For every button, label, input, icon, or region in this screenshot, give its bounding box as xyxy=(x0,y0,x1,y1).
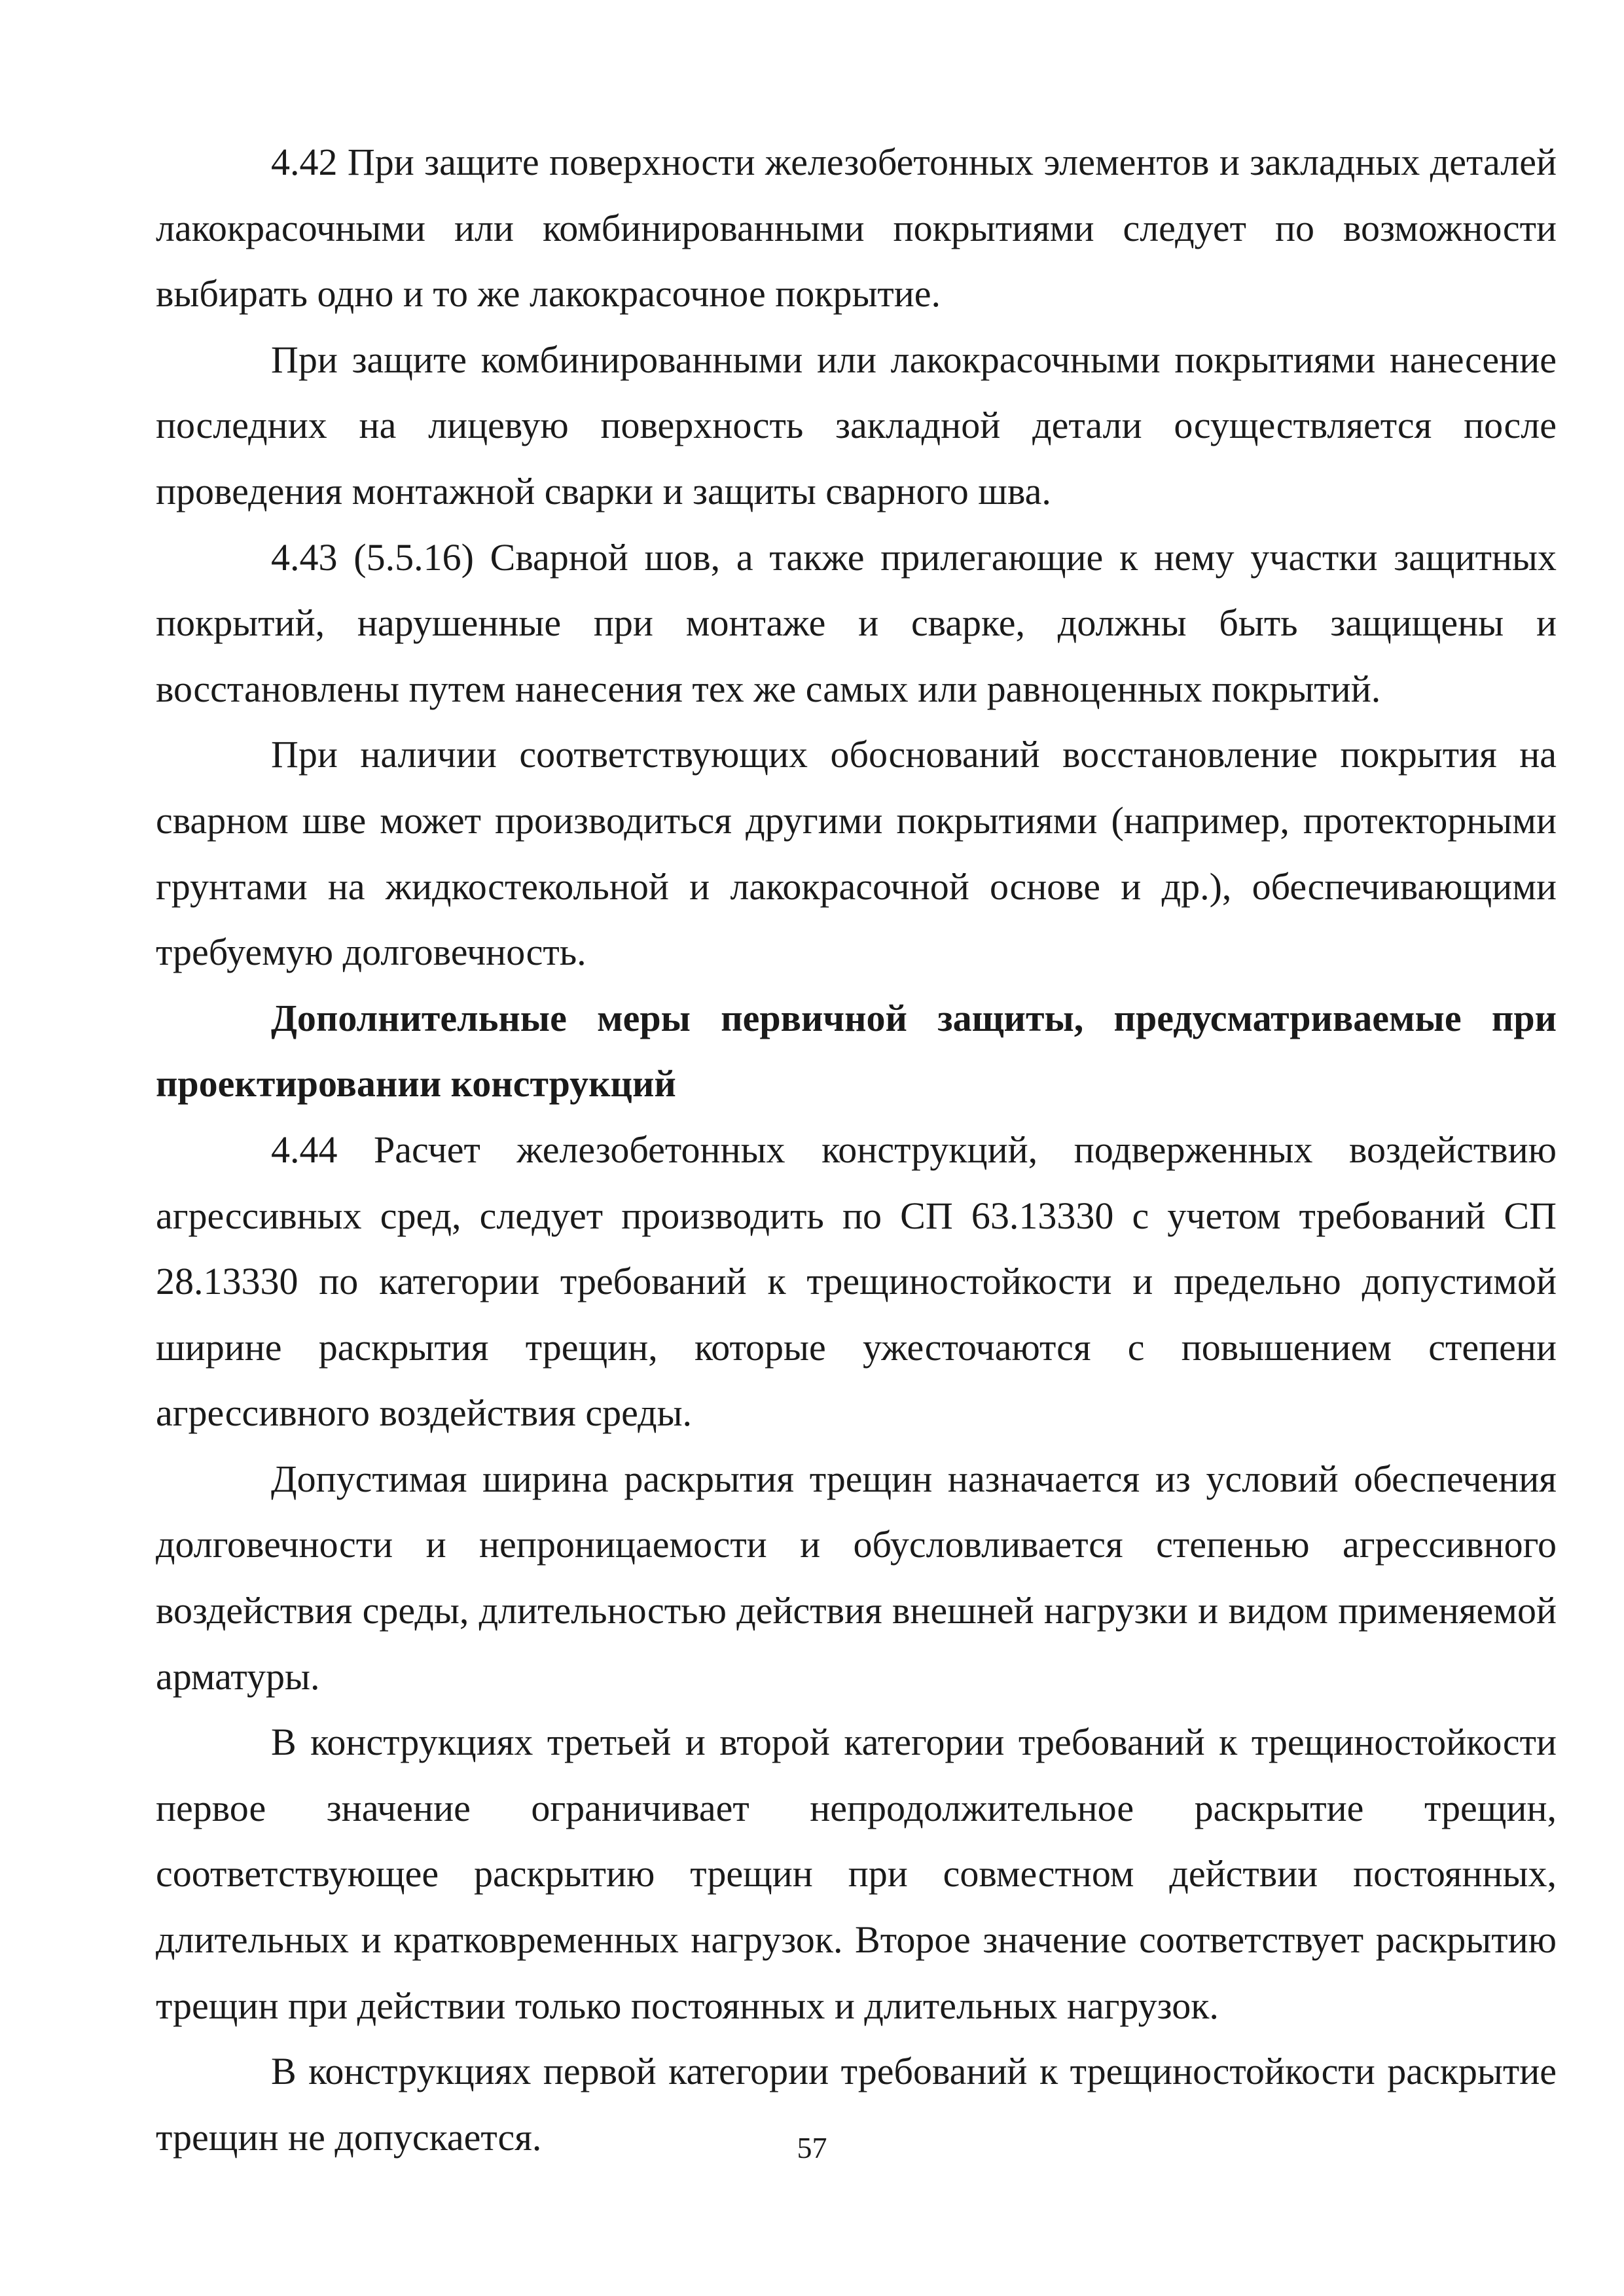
paragraph-alternative-coatings: При наличии соответствующих обоснований восстановление покрытия на сварном шве может производиться другими покрытиями (например, протекторными грунтами на жидкостекольной и лакокрасочной основе и др.), обеспечивающими требуемую долговечность. xyxy=(156,733,1557,974)
paragraph-crack-width: Допустимая ширина раскрытия трещин назначается из условий обеспечения долговечности и непроницаемости и обусловливается степенью агрессивного воздействия среды, длительностью действия внешней нагрузки и видом применяемой арматуры. xyxy=(156,1457,1557,1698)
paragraph-categories-2-3: В конструкциях третьей и второй категории требований к трещиностойкости первое значение ограничивает непродолжительное раскрытие трещин, соответствующее раскрытию трещин при совместном действии постоянных, длительных и кратковременных нагрузок. Второе значение соответствует раскрытию трещин при действии только постоянных и длительных нагрузок. xyxy=(156,1721,1557,2027)
paragraph-4-42: 4.42 При защите поверхности железобетонных элементов и закладных деталей лакокрасочными или комбинированными покрытиями следует по возможности выбирать одно и то же лакокрасочное покрытие. xyxy=(156,141,1557,315)
paragraph-4-43: 4.43 (5.5.16) Сварной шов, а также прилегающие к нему участки защитных покрытий, нарушенные при монтаже и сварке, должны быть защищены и восстановлены путем нанесения тех же самых или равноценных покрытий. xyxy=(156,535,1557,710)
paragraph-welding-sequence: При защите комбинированными или лакокрасочными покрытиями нанесение последних на лицевую поверхность закладной детали осуществляется после проведения монтажной сварки и защиты сварного шва. xyxy=(156,338,1557,512)
page-number: 57 xyxy=(797,2131,827,2164)
document-page xyxy=(156,130,1557,2170)
paragraph-category-1: В конструкциях первой категории требований к трещиностойкости раскрытие трещин не допускается. xyxy=(156,2050,1557,2159)
paragraph-4-44: 4.44 Расчет железобетонных конструкций, подверженных воздействию агрессивных сред, следует производить по СП 63.13330 с учетом требований СП 28.13330 по категории требований к трещиностойкости и предельно допустимой ширине раскрытия трещин, которые ужесточаются с повышением степени агрессивного воздействия среды. xyxy=(156,1128,1557,1435)
section-heading: Дополнительные меры первичной защиты, предусматриваемые при проектировании конструкций xyxy=(156,996,1557,1105)
